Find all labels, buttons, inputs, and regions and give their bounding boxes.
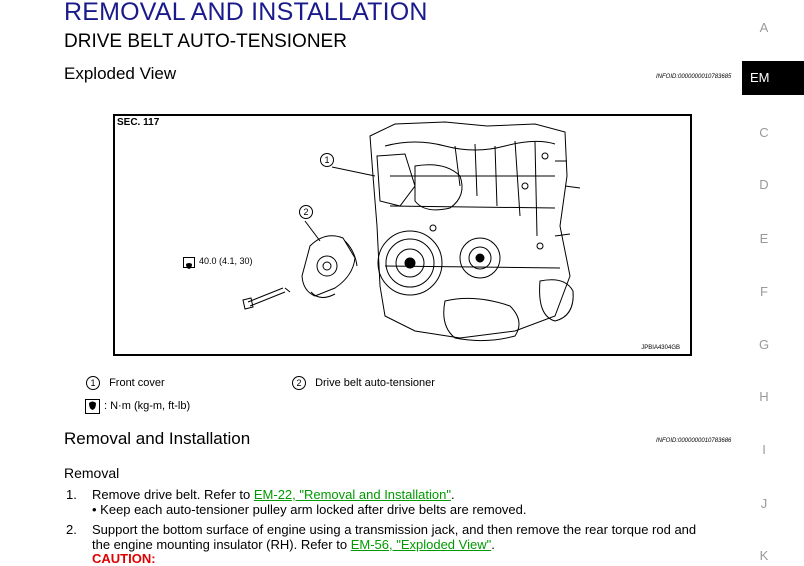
step-1-bullet: • Keep each auto-tensioner pulley arm locked after drive belts are removed. xyxy=(92,502,527,517)
step-2-number: 2. xyxy=(66,522,77,537)
legend-label-2: Drive belt auto-tensioner xyxy=(315,377,435,389)
index-letter-c[interactable]: C xyxy=(759,125,769,140)
figure-code: JPBIA4304GB xyxy=(641,345,680,351)
caution-label: CAUTION: xyxy=(92,551,156,566)
subheading-removal: Removal xyxy=(64,465,120,481)
index-item-em-active[interactable]: EM xyxy=(742,61,804,95)
legend-number-2: 2 xyxy=(292,376,306,390)
page-subtitle: DRIVE BELT AUTO-TENSIONER xyxy=(64,31,347,52)
section-index-sidebar xyxy=(742,0,804,563)
infoid-removal-installation: INFOID:0000000010783686 xyxy=(656,438,732,444)
index-letter-f[interactable]: F xyxy=(760,284,768,299)
legend-item-front-cover xyxy=(86,376,165,390)
index-letter-a[interactable]: A xyxy=(759,20,769,35)
torque-wrench-icon xyxy=(183,257,195,268)
index-letter-e[interactable]: E xyxy=(759,231,769,246)
legend-unit: : N·m (kg-m, ft-lb) xyxy=(104,400,191,412)
torque-value: 40.0 (4.1, 30) xyxy=(199,256,253,266)
step-2-line-1: Support the bottom surface of engine using a transmission jack, and then remove the rear torque rod and xyxy=(92,522,697,537)
callout-1: 1 xyxy=(320,153,334,167)
section-heading-removal-installation: Removal and Installation xyxy=(64,429,251,448)
index-letter-h[interactable]: H xyxy=(759,389,769,404)
link-em-22[interactable]: EM-22, "Removal and Installation" xyxy=(253,487,451,502)
step-1-number: 1. xyxy=(66,487,77,502)
torque-wrench-legend-icon xyxy=(85,399,100,414)
index-letter-d[interactable]: D xyxy=(759,177,769,192)
link-em-56[interactable]: EM-56, "Exploded View" xyxy=(350,537,492,552)
step-2-line-2: the engine mounting insulator (RH). Refer to EM-56, "Exploded View". xyxy=(92,537,495,552)
callout-2: 2 xyxy=(299,205,313,219)
index-letter-k[interactable]: K xyxy=(759,548,769,563)
legend-item-auto-tensioner xyxy=(292,376,435,390)
legend-label-1: Front cover xyxy=(109,377,165,389)
index-letter-g[interactable]: G xyxy=(758,337,770,352)
step-1-text: Remove drive belt. Refer to EM-22, "Removal and Installation". xyxy=(92,487,455,502)
infoid-exploded-view: INFOID:0000000010783685 xyxy=(656,74,732,80)
page-title: REMOVAL AND INSTALLATION xyxy=(64,0,428,26)
figure-section-label: SEC. 117 xyxy=(117,117,160,128)
section-heading-exploded-view: Exploded View xyxy=(64,64,177,83)
index-letter-j[interactable]: J xyxy=(760,496,768,511)
index-letter-i[interactable]: I xyxy=(762,442,766,457)
exploded-view-figure xyxy=(113,114,692,356)
engine-line-drawing xyxy=(115,116,690,354)
legend-number-1: 1 xyxy=(86,376,100,390)
